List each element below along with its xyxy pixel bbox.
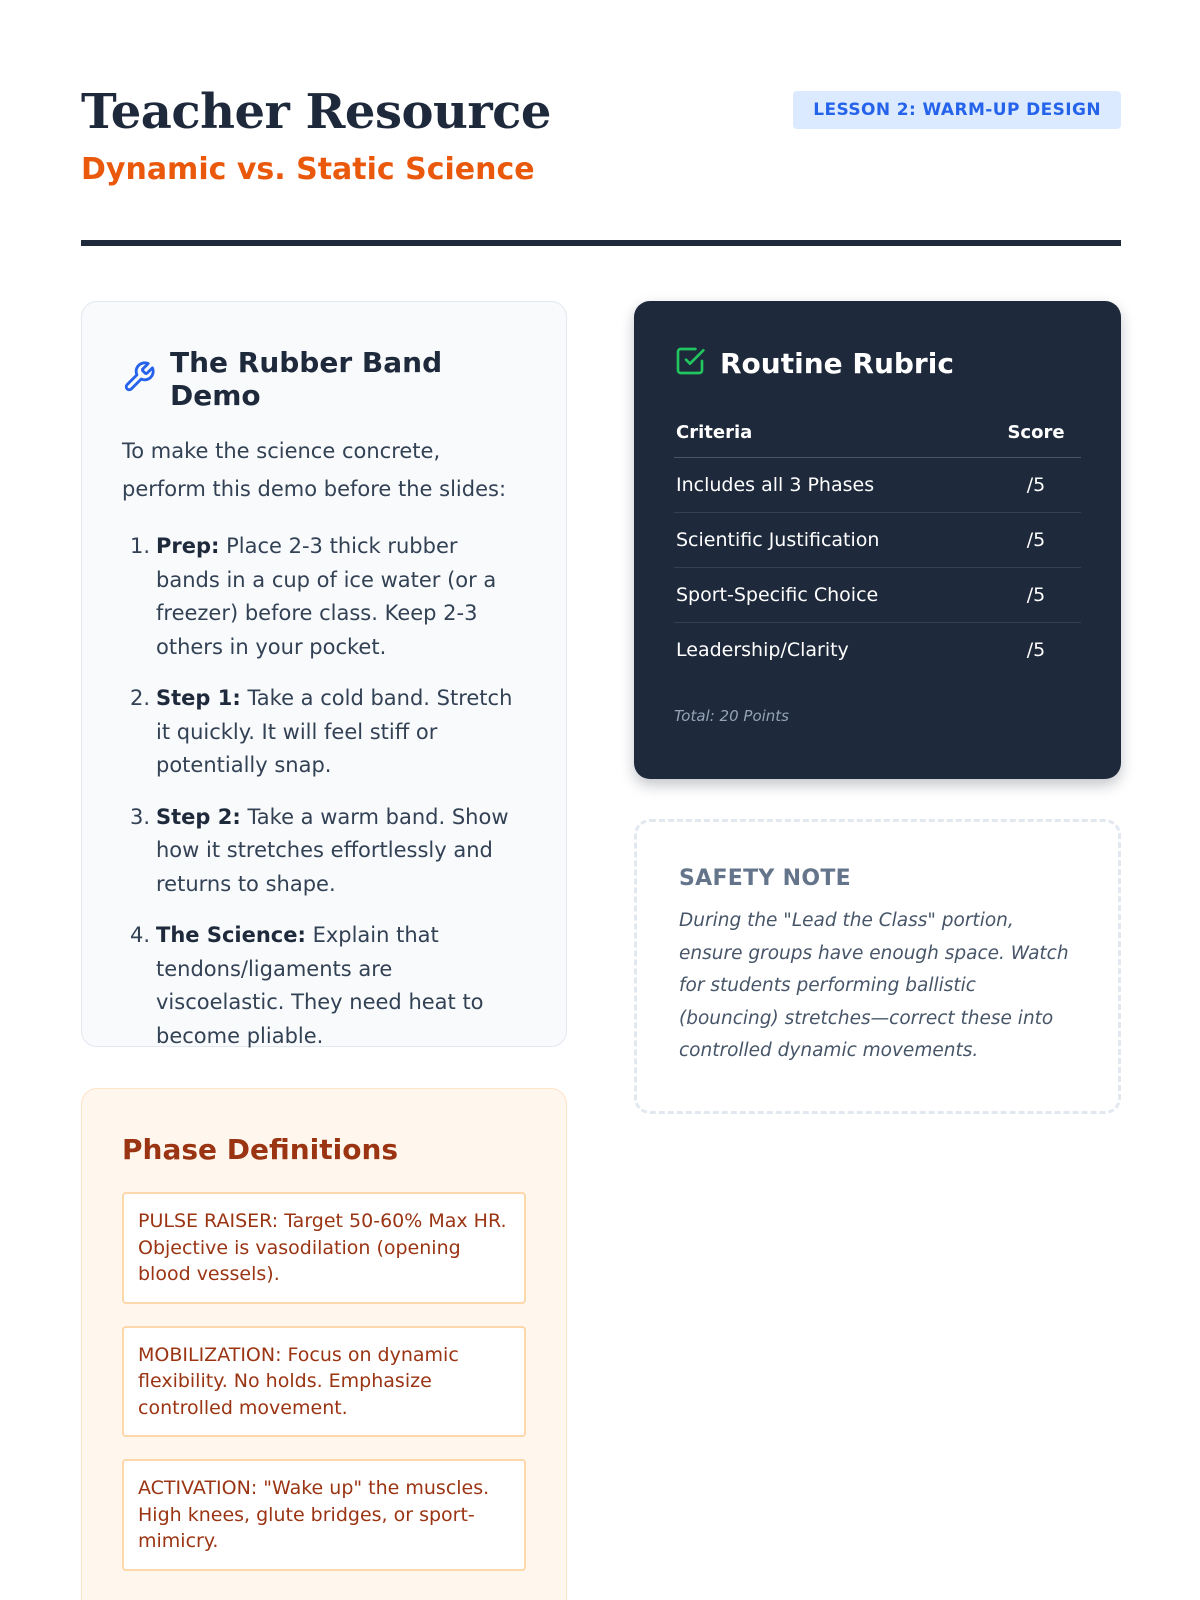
demo-intro: To make the science concrete, perform this demo before the slides:: [122, 439, 507, 501]
rubber-band-demo-card: [81, 301, 567, 1047]
score-cell: /5: [991, 513, 1081, 568]
demo-title: The Rubber Band Demo: [170, 346, 443, 412]
score-column-header: Score: [991, 412, 1081, 458]
table-row: [674, 623, 1081, 678]
safety-note-card: [634, 819, 1121, 1114]
score-cell: /5: [1026, 639, 1046, 661]
rubric-total: Total: 20 Points: [674, 707, 789, 725]
criteria-cell: Leadership/Clarity: [676, 639, 849, 661]
wrench-icon: [122, 360, 156, 399]
table-row: [674, 458, 1081, 513]
page-header: [81, 84, 1121, 190]
lesson-badge: LESSON 2: WARM-UP DESIGN: [793, 91, 1121, 129]
table-row: [674, 568, 1081, 623]
list-item: 2. Step 1: Take a cold band. Stretch it quickly. It will feel stiff or potentially snap.: [130, 686, 513, 777]
criteria-column-header: Criteria: [674, 412, 991, 458]
criteria-cell: Scientific Justification: [674, 513, 991, 568]
header-divider: [81, 240, 1121, 246]
demo-card-header: [122, 346, 526, 412]
score-cell: /5: [991, 568, 1081, 623]
page-title: Teacher Resource: [81, 84, 551, 140]
demo-steps-list: [122, 530, 526, 1053]
list-item: 3. Step 2: Take a warm band. Show how it stretches effortlessly and returns to shape.: [130, 804, 509, 896]
phase-definitions-title: Phase Definitions: [122, 1133, 399, 1166]
page-subtitle: Dynamic vs. Static Science: [81, 152, 535, 187]
routine-rubric-card: [634, 301, 1121, 779]
rubric-card-header: [674, 345, 1081, 382]
phase-pulse-raiser: PULSE RAISER: Target 50-60% Max HR. Objective is vasodilation (opening blood vessels).: [122, 1192, 526, 1304]
rubric-table: [674, 412, 1081, 677]
list-item: 1. Prep: Place 2-3 thick rubber bands in a cup of ice water (or a freezer) before class. Keep 2-3 others in your pocket.: [130, 534, 497, 659]
rubric-title: Routine Rubric: [720, 347, 954, 380]
score-cell: /5: [991, 458, 1081, 513]
table-header-row: [674, 412, 1081, 458]
phase-definitions-card: [81, 1088, 567, 1600]
criteria-cell: Includes all 3 Phases: [674, 458, 991, 513]
checkbox-icon: [674, 345, 706, 382]
safety-note-text: During the "Lead the Class" portion, ensure groups have enough space. Watch for students performing ballistic (bouncing) stretches—correct these into controlled dynamic movements.: [679, 910, 1069, 1061]
safety-note-title: SAFETY NOTE: [679, 866, 851, 891]
list-item: 4. The Science: Explain that tendons/ligaments are viscoelastic. They need heat to become pliable.: [130, 923, 484, 1048]
criteria-cell: Sport-Specific Choice: [674, 568, 991, 623]
table-row: [674, 513, 1081, 568]
phase-mobilization: MOBILIZATION: Focus on dynamic flexibility. No holds. Emphasize controlled movement.: [122, 1326, 526, 1438]
phase-activation: ACTIVATION: "Wake up" the muscles. High knees, glute bridges, or sport-mimicry.: [122, 1459, 526, 1571]
